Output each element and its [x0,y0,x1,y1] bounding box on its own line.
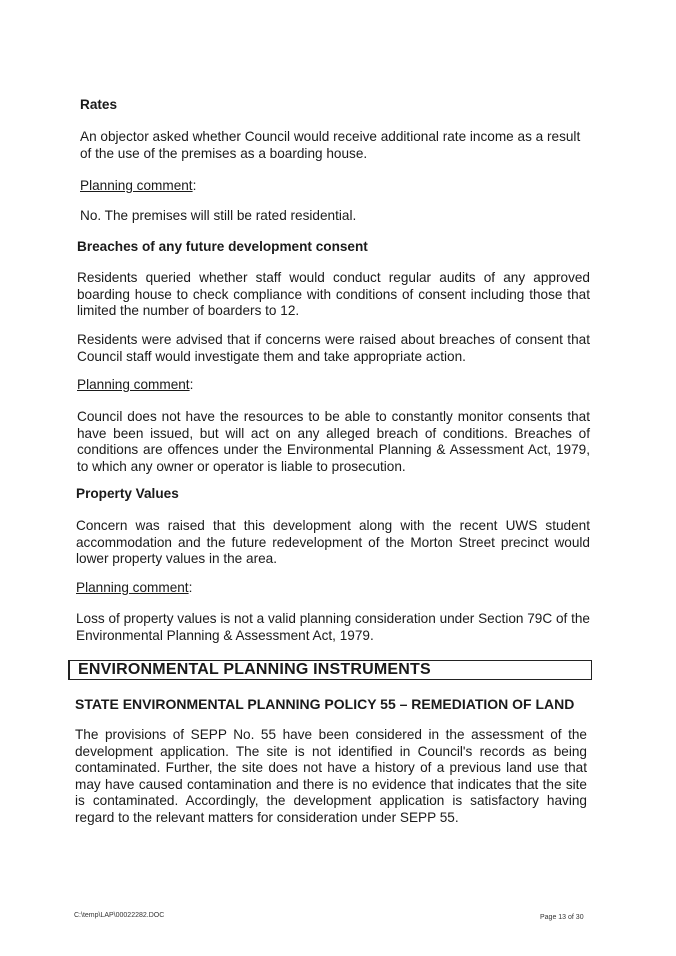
breaches-heading: Breaches of any future development consent [77,239,368,254]
rates-comment-label-text: Planning comment [80,178,193,193]
breaches-paragraph-1: Residents queried whether staff would conduct regular audits of any approved boarding house to check compliance with conditions of consent including those that limited the number of boarders to 12. [77,270,590,318]
breaches-comment: Council does not have the resources to be able to constantly monitor consents that have been issued, but will act on any alleged breach of conditions. Breaches of conditions are offences under the Environmental Planning & Assessment Act, 1979, to which any owner or operator is liable to prosecution. [77,409,590,474]
section-banner [68,660,592,680]
breaches-comment-colon: : [189,377,194,392]
property-comment-label-text: Planning comment [76,580,189,595]
breaches-paragraph-2: Residents were advised that if concerns were raised about breaches of consent that Council staff would investigate them and take appropriate action. [77,332,590,364]
section-title: ENVIRONMENTAL PLANNING INSTRUMENTS [78,661,431,678]
footer-page-number: Page 13 of 30 [540,914,584,921]
property-comment-colon: : [188,580,193,595]
property-heading: Property Values [76,486,179,501]
rates-comment: No. The premises will still be rated residential. [80,208,357,223]
rates-comment-label [80,178,590,195]
breaches-comment-label [77,377,590,394]
breaches-comment-label-text: Planning comment [77,377,190,392]
property-comment: Loss of property values is not a valid planning consideration under Section 79C of the Environmental Planning & Assessment Act, 1979. [76,611,590,643]
footer-file-path: C:\temp\LAP\00022282.DOC [74,912,165,919]
property-comment-label [76,580,590,597]
property-paragraph: Concern was raised that this development along with the recent UWS student accommodation and the future redevelopment of the Morton Street precinct would lower property values in the area. [76,518,590,566]
rates-heading: Rates [80,97,118,112]
sepp-heading: STATE ENVIRONMENTAL PLANNING POLICY 55 – REMEDIATION OF LAND [75,696,575,712]
rates-paragraph: An objector asked whether Council would receive additional rate income as a result of the use of the premises as a boarding house. [80,129,581,161]
sepp-paragraph: The provisions of SEPP No. 55 have been considered in the assessment of the development application. The site is not identified in Council's records as being contaminated. Further, the site does not have a history of a previous land use that may have caused contamination and there is no evidence that indicates that the site is contaminated. Accordingly, the development application is satisfactory having regard to the relevant matters for consideration under SEPP 55. [75,727,587,825]
rates-comment-colon: : [192,178,197,193]
